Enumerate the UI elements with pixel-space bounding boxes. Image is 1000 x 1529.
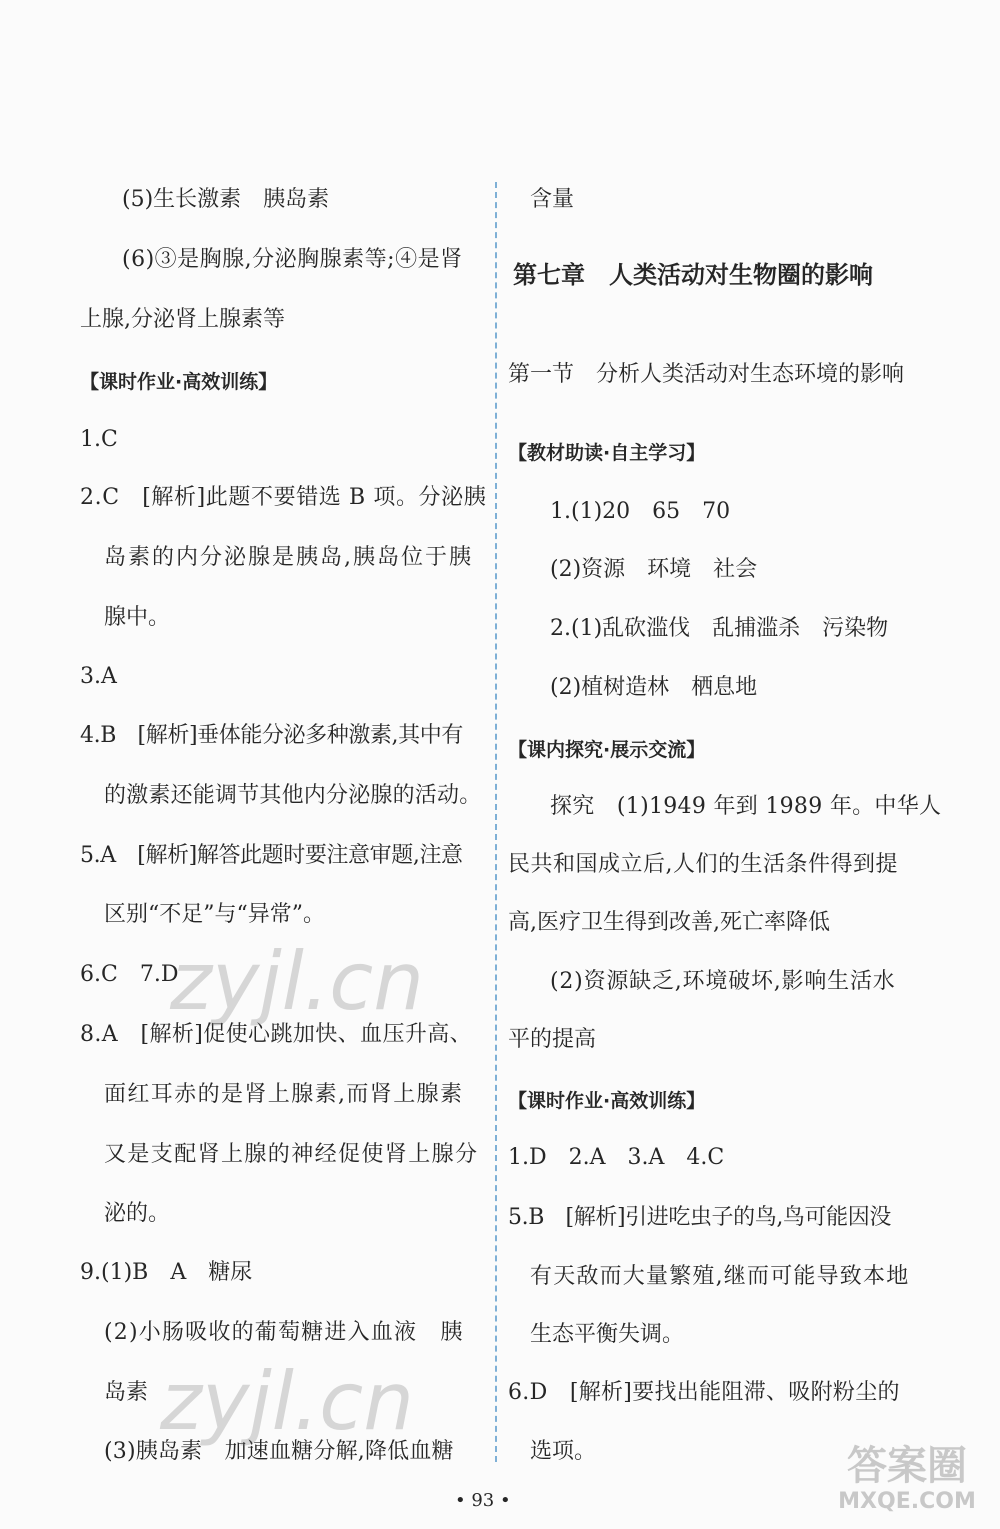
- q8-answer-cont: 又是支配肾上腺的神经促使肾上腺分: [104, 1142, 479, 1167]
- page-number: • 93 •: [455, 1490, 511, 1511]
- reading-answer-2-2: (2)植树造林 栖息地: [550, 675, 758, 700]
- homework-answers-1-4: 1.D 2.A 3.A 4.C: [508, 1145, 725, 1170]
- answer-6-cont: 上腺,分泌肾上腺素等: [80, 307, 285, 332]
- homework-answer-5-cont: 生态平衡失调。: [530, 1322, 685, 1347]
- q5-answer: 5.A [解析]解答此题时要注意审题,注意: [80, 843, 463, 868]
- section-heading: 【课时作业·高效训练】: [508, 1090, 706, 1112]
- explore-answer-cont: 民共和国成立后,人们的生活条件得到提: [508, 852, 898, 877]
- q8-answer-cont: 面红耳赤的是肾上腺素,而肾上腺素: [104, 1082, 464, 1107]
- q9-answer: 9.(1)B A 糖尿: [80, 1260, 253, 1285]
- q8-answer-cont: 泌的。: [104, 1201, 171, 1226]
- corner-watermark-en: MXQE.COM: [838, 1489, 976, 1514]
- section-heading: 【教材助读·自主学习】: [508, 442, 706, 464]
- watermark: zyjl.cn: [170, 935, 424, 1028]
- q9-answer-cont: (2)小肠吸收的葡萄糖进入血液 胰: [104, 1320, 464, 1345]
- q2-answer-cont: 腺中。: [104, 605, 171, 630]
- chapter-title: 第七章 人类活动对生物圈的影响: [513, 261, 873, 289]
- corner-watermark-logo: [822, 1443, 992, 1523]
- column-divider: [495, 182, 497, 1462]
- homework-answer-5: 5.B [解析]引进吃虫子的鸟,鸟可能因没: [508, 1205, 891, 1230]
- q5-answer-cont: 区别“不足”与“异常”。: [104, 902, 325, 927]
- reading-answer-2: 2.(1)乱砍滥伐 乱捕滥杀 污染物: [550, 616, 889, 641]
- watermark: zyjl.cn: [160, 1355, 414, 1448]
- corner-watermark-cn: 答案圈: [847, 1443, 967, 1489]
- q4-answer: 4.B [解析]垂体能分泌多种激素,其中有: [80, 723, 463, 748]
- q8-answer: 8.A [解析]促使心跳加快、血压升高、: [80, 1022, 473, 1047]
- explore-answer: 探究 (1)1949 年到 1989 年。中华人: [550, 794, 942, 819]
- section-title: 第一节 分析人类活动对生态环境的影响: [508, 362, 905, 387]
- reading-answer-1: 1.(1)20 65 70: [550, 499, 731, 524]
- homework-answer-6-cont: 选项。: [530, 1439, 597, 1464]
- q9-answer-cont: (3)胰岛素 加速血糖分解,降低血糖: [104, 1439, 454, 1464]
- q2-answer-cont: 岛素的内分泌腺是胰岛,胰岛位于胰: [104, 545, 473, 570]
- explore-answer-cont: 高,医疗卫生得到改善,死亡率降低: [508, 910, 830, 935]
- section-heading: 【课内探究·展示交流】: [508, 739, 706, 761]
- answer-5: (5)生长激素 胰岛素: [122, 187, 330, 212]
- answer-6: (6)③是胸腺,分泌胸腺素等;④是肾: [122, 247, 463, 272]
- explore-answer-2-cont: 平的提高: [508, 1027, 597, 1052]
- explore-answer-2: (2)资源缺乏,环境破坏,影响生活水: [550, 969, 896, 994]
- section-heading: 【课时作业·高效训练】: [80, 371, 278, 393]
- q1-answer: 1.C: [80, 427, 118, 452]
- q9-answer-cont: 含量: [530, 187, 575, 212]
- q2-answer: 2.C [解析]此题不要错选 B 项。分泌胰: [80, 485, 487, 510]
- homework-answer-6: 6.D [解析]要找出能阻滞、吸附粉尘的: [508, 1380, 900, 1405]
- reading-answer-1-2: (2)资源 环境 社会: [550, 557, 758, 582]
- q9-answer-cont: 岛素: [104, 1380, 149, 1405]
- q3-answer: 3.A: [80, 664, 117, 689]
- q6-7-answer: 6.C 7.D: [80, 962, 179, 987]
- homework-answer-5-cont: 有天敌而大量繁殖,继而可能导致本地: [530, 1264, 910, 1289]
- q4-answer-cont: 的激素还能调节其他内分泌腺的活动。: [104, 783, 482, 808]
